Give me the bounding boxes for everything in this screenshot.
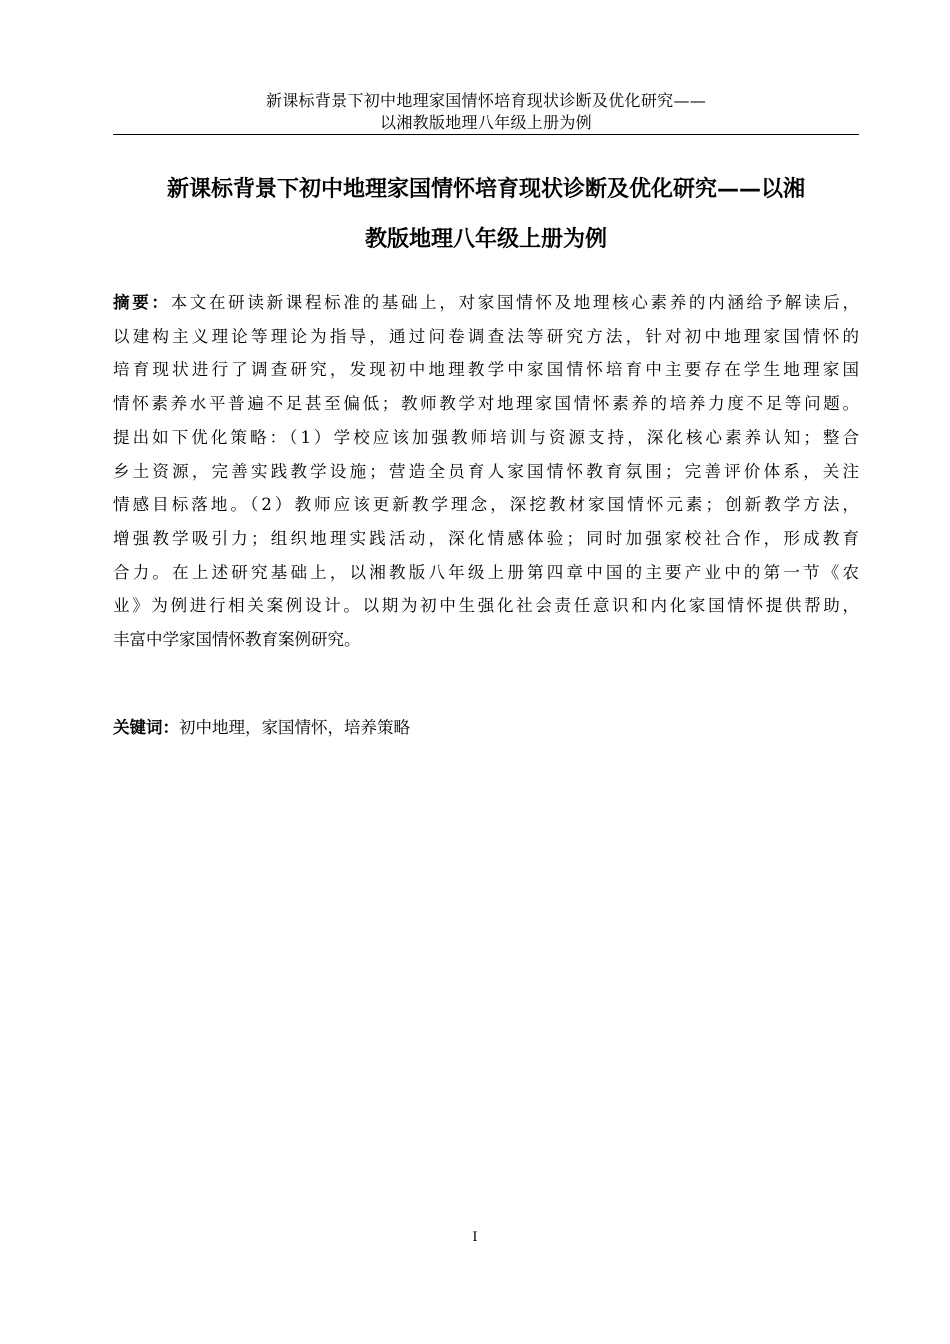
document-title — [110, 165, 862, 265]
keywords-text: 初中地理，家国情怀，培养策略 — [179, 718, 410, 737]
page-number: I — [472, 1230, 478, 1245]
keywords-label: 关键词： — [113, 718, 179, 737]
abstract-line: 情怀素养水平普遍不足甚至偏低；教师教学对地理家国情怀素养的培养力度不足等问题。 — [113, 394, 859, 414]
abstract-line: 业》为例进行相关案例设计。以期为初中生强化社会责任意识和内化家国情怀提供帮助， — [113, 596, 859, 616]
abstract-line: 情感目标落地。（2）教师应该更新教学理念，深挖教材家国情怀元素；创新教学方法， — [113, 495, 859, 515]
running-header-line-2: 以湘教版地理八年级上册为例 — [380, 113, 592, 132]
keywords-section — [113, 711, 859, 745]
abstract-line: 培育现状进行了调查研究，发现初中地理教学中家国情怀培育中主要存在学生地理家国 — [113, 360, 859, 380]
abstract-line: 增强教学吸引力；组织地理实践活动，深化情感体验；同时加强家校社合作，形成教育 — [113, 528, 859, 548]
abstract-section — [113, 286, 859, 657]
abstract-line: 提出如下优化策略：（1）学校应该加强教师培训与资源支持，深化核心素养认知；整合 — [113, 427, 859, 447]
running-header — [113, 90, 859, 134]
abstract-line: 以建构主义理论等理论为指导，通过问卷调查法等研究方法，针对初中地理家国情怀的 — [113, 326, 859, 346]
abstract-line: 乡土资源，完善实践教学设施；营造全员育人家国情怀教育氛围；完善评价体系，关注 — [113, 461, 859, 481]
header-divider — [113, 134, 859, 135]
running-header-line-1: 新课标背景下初中地理家国情怀培育现状诊断及优化研究—— — [265, 91, 707, 110]
title-line-1: 新课标背景下初中地理家国情怀培育现状诊断及优化研究——以湘 — [166, 177, 805, 202]
abstract-label: 摘要： — [113, 293, 171, 312]
abstract-text: 本文在研读新课程标准的基础上，对家国情怀及地理核心素养的内涵给予解读后， — [170, 293, 860, 312]
abstract-line: 丰富中学家国情怀教育案例研究。 — [113, 630, 361, 650]
abstract-line: 合力。在上述研究基础上，以湘教版八年级上册第四章中国的主要产业中的第一节《农 — [113, 562, 859, 582]
title-line-2: 教版地理八年级上册为例 — [364, 227, 607, 252]
abstract-line — [113, 286, 859, 320]
